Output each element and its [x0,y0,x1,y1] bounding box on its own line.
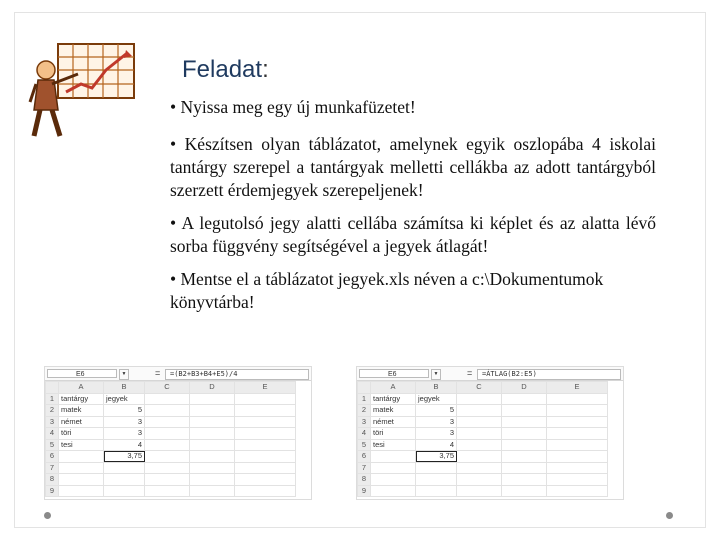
cell: német [59,416,104,428]
slide-title: Feladat: [182,56,269,83]
bullet-item: • Mentse el a táblázatot jegyek.xls néven a c:\Dokumentumok könyvtárba! [170,269,604,312]
chevron-down-icon: ▼ [431,369,441,380]
cell: töri [371,428,416,440]
presenter-chart-icon [26,40,144,140]
cell: tesi [59,439,104,451]
cell: 4 [416,439,457,451]
cell: német [371,416,416,428]
bullet-list [170,96,656,324]
col-header: E [547,382,608,394]
name-box: E6 [359,369,429,378]
formula-input: =(B2+B3+B4+E5)/4 [165,369,309,380]
row-number: 4 [46,428,59,440]
cell: 3 [416,416,457,428]
cell: matek [371,405,416,417]
cell: 5 [416,405,457,417]
row-number: 9 [358,485,371,497]
row-number: 1 [358,393,371,405]
bullet-item: • Készítsen olyan táblázatot, amelynek egyik oszlopába 4 iskolai tantárgy szerepel a tantárgyak melletti cellákba az adott tantárgyból szerzett érdemjegyek szerepeljenek! [170,134,656,200]
spreadsheet-screenshot-function [356,366,624,500]
bullet-item: • A legutolsó jegy alatti cellába számítsa ki képlet és az alatta lévő sorba függvény segítségével a jegyek átlagát! [170,213,656,256]
corner-cell [358,382,371,394]
col-header: D [190,382,235,394]
col-header: A [371,382,416,394]
row-number: 3 [46,416,59,428]
cell: 3 [416,428,457,440]
cell [59,451,104,463]
row-number: 5 [358,439,371,451]
row-number: 6 [358,451,371,463]
row-number: 9 [46,485,59,497]
cell: 3 [104,428,145,440]
col-header: A [59,382,104,394]
row-number: 2 [46,405,59,417]
bullet-item: • Nyissa meg egy új munkafüzetet! [170,97,416,117]
row-number: 1 [46,393,59,405]
chevron-down-icon: ▼ [119,369,129,380]
cell-grid [45,381,296,497]
cell: töri [59,428,104,440]
cell: 5 [104,405,145,417]
cell: 4 [104,439,145,451]
row-number: 2 [358,405,371,417]
equals-icon: = [155,368,161,378]
cell: 3 [104,416,145,428]
formula-bar [357,367,623,381]
col-header: C [145,382,190,394]
spreadsheet-screenshot-formula [44,366,312,500]
cell: tantárgy [371,393,416,405]
col-header: C [457,382,502,394]
row-number: 8 [358,474,371,486]
col-header: B [104,382,145,394]
cell: tesi [371,439,416,451]
selected-cell: 3,75 [416,451,457,463]
cell: jegyek [416,393,457,405]
row-number: 6 [46,451,59,463]
formula-bar [45,367,311,381]
col-header: D [502,382,547,394]
corner-cell [46,382,59,394]
selected-cell: 3,75 [104,451,145,463]
row-number: 8 [46,474,59,486]
row-number: 7 [46,462,59,474]
equals-icon: = [467,368,473,378]
cell [371,451,416,463]
formula-input: =ÁTLAG(B2:E5) [477,369,621,380]
row-number: 5 [46,439,59,451]
col-header: E [235,382,296,394]
col-header: B [416,382,457,394]
frame-corner-dot [44,512,51,519]
cell: tantárgy [59,393,104,405]
cell: matek [59,405,104,417]
name-box: E6 [47,369,117,378]
row-number: 4 [358,428,371,440]
cell-grid [357,381,608,497]
row-number: 7 [358,462,371,474]
row-number: 3 [358,416,371,428]
frame-corner-dot [666,512,673,519]
cell: jegyek [104,393,145,405]
